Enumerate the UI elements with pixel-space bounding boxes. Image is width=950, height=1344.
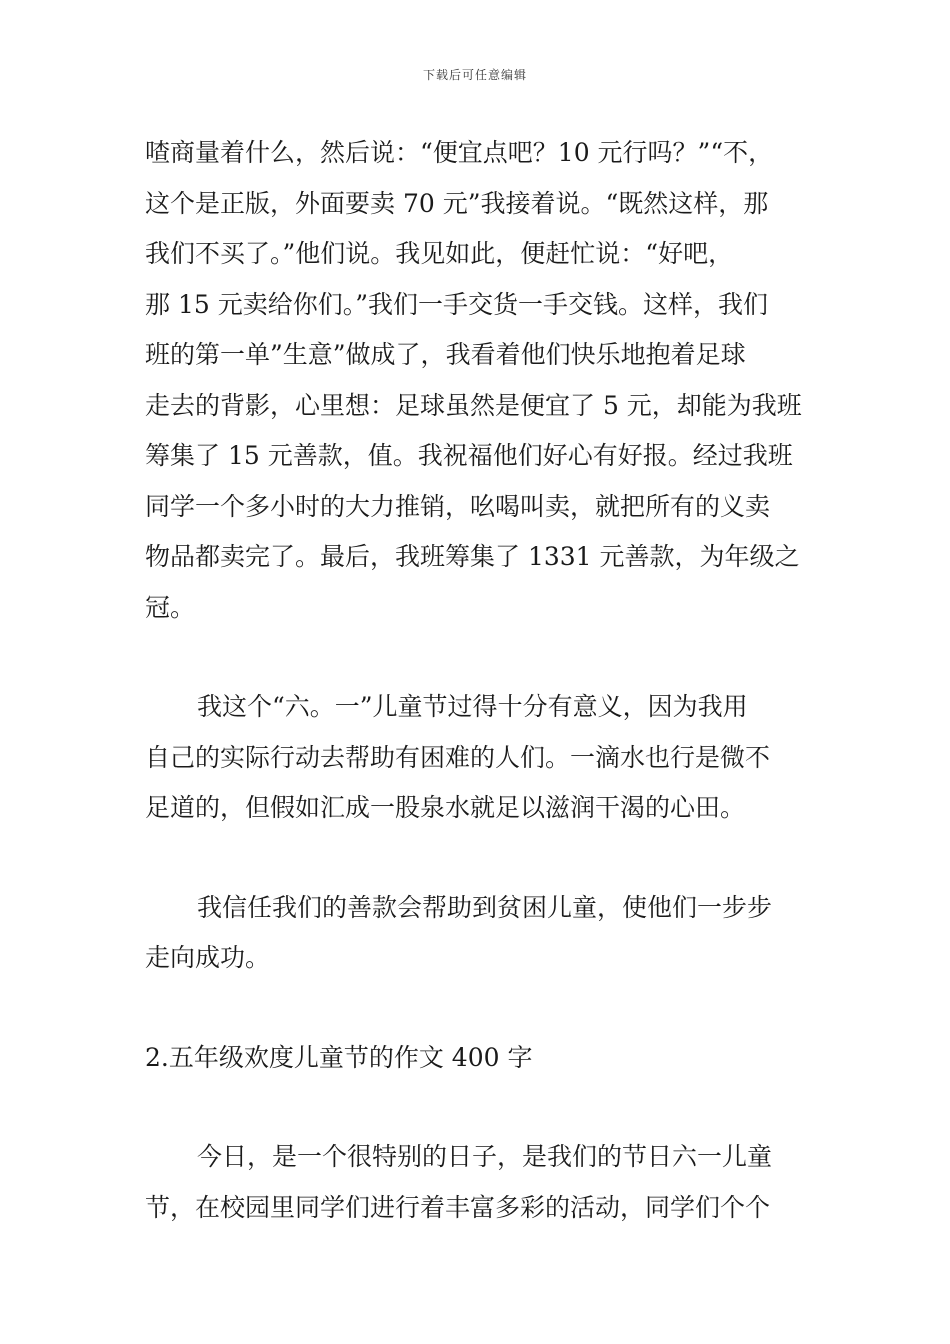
paragraph-3 [145,883,815,984]
paragraph-gap [145,834,815,883]
paragraph-line: 自己的实际行动去帮助有困难的人们。一滴水也行是微不 [145,742,771,772]
paragraph-gap [145,984,815,1033]
paragraph-line: 我们不买了。”他们说。我见如此，便赶忙说：“好吧， [145,239,734,268]
paragraph-line: 我信任我们的善款会帮助到贫困儿童，使他们一步步 [197,892,773,922]
paragraph-line: 走去的背影，心里想：足球虽然是便宜了 5 元，却能为我班 [145,390,802,420]
paragraph-line: 我这个“六。一”儿童节过得十分有意义，因为我用 [197,692,748,721]
paragraph-line: 班的第一单”生意”做成了，我看着他们快乐地抱着足球 [145,340,746,369]
paragraph-line: 走向成功。 [145,943,271,972]
paragraph-gap [145,633,815,682]
paragraph-line: 喳商量着什么，然后说：“便宜点吧？10 元行吗？”“不， [145,138,774,167]
paragraph-line: 同学一个多小时的大力推销，吆喝叫卖，就把所有的义卖 [145,491,771,521]
paragraph-line: 筹集了 15 元善款，值。我祝福他们好心有好报。经过我班 [145,441,793,470]
paragraph-1 [145,128,815,633]
paragraph-line: 物品都卖完了。最后，我班筹集了 1331 元善款，为年级之 [145,542,800,571]
paragraph-line: 那 15 元卖给你们。”我们一手交货一手交钱。这样，我们 [145,289,768,319]
paragraph-line: 足道的，但假如汇成一股泉水就足以滋润干渴的心田。 [145,793,746,822]
paragraph-gap [145,1083,815,1132]
document-body [145,128,815,1233]
paragraph-line: 这个是正版，外面要卖 70 元”我接着说。“既然这样，那 [145,188,769,218]
section-heading: 2.五年级欢度儿童节的作文 400 字 [145,1042,533,1072]
paragraph-line: 今日，是一个很特别的日子，是我们的节日六一儿童 [197,1142,773,1171]
page-header-note: 下载后可任意编辑 [422,68,527,82]
paragraph-line: 节，在校园里同学们进行着丰富多彩的活动，同学们个个 [145,1192,771,1222]
paragraph-4 [145,1132,815,1233]
paragraph-line: 冠。 [145,592,196,622]
paragraph-2 [145,682,815,834]
